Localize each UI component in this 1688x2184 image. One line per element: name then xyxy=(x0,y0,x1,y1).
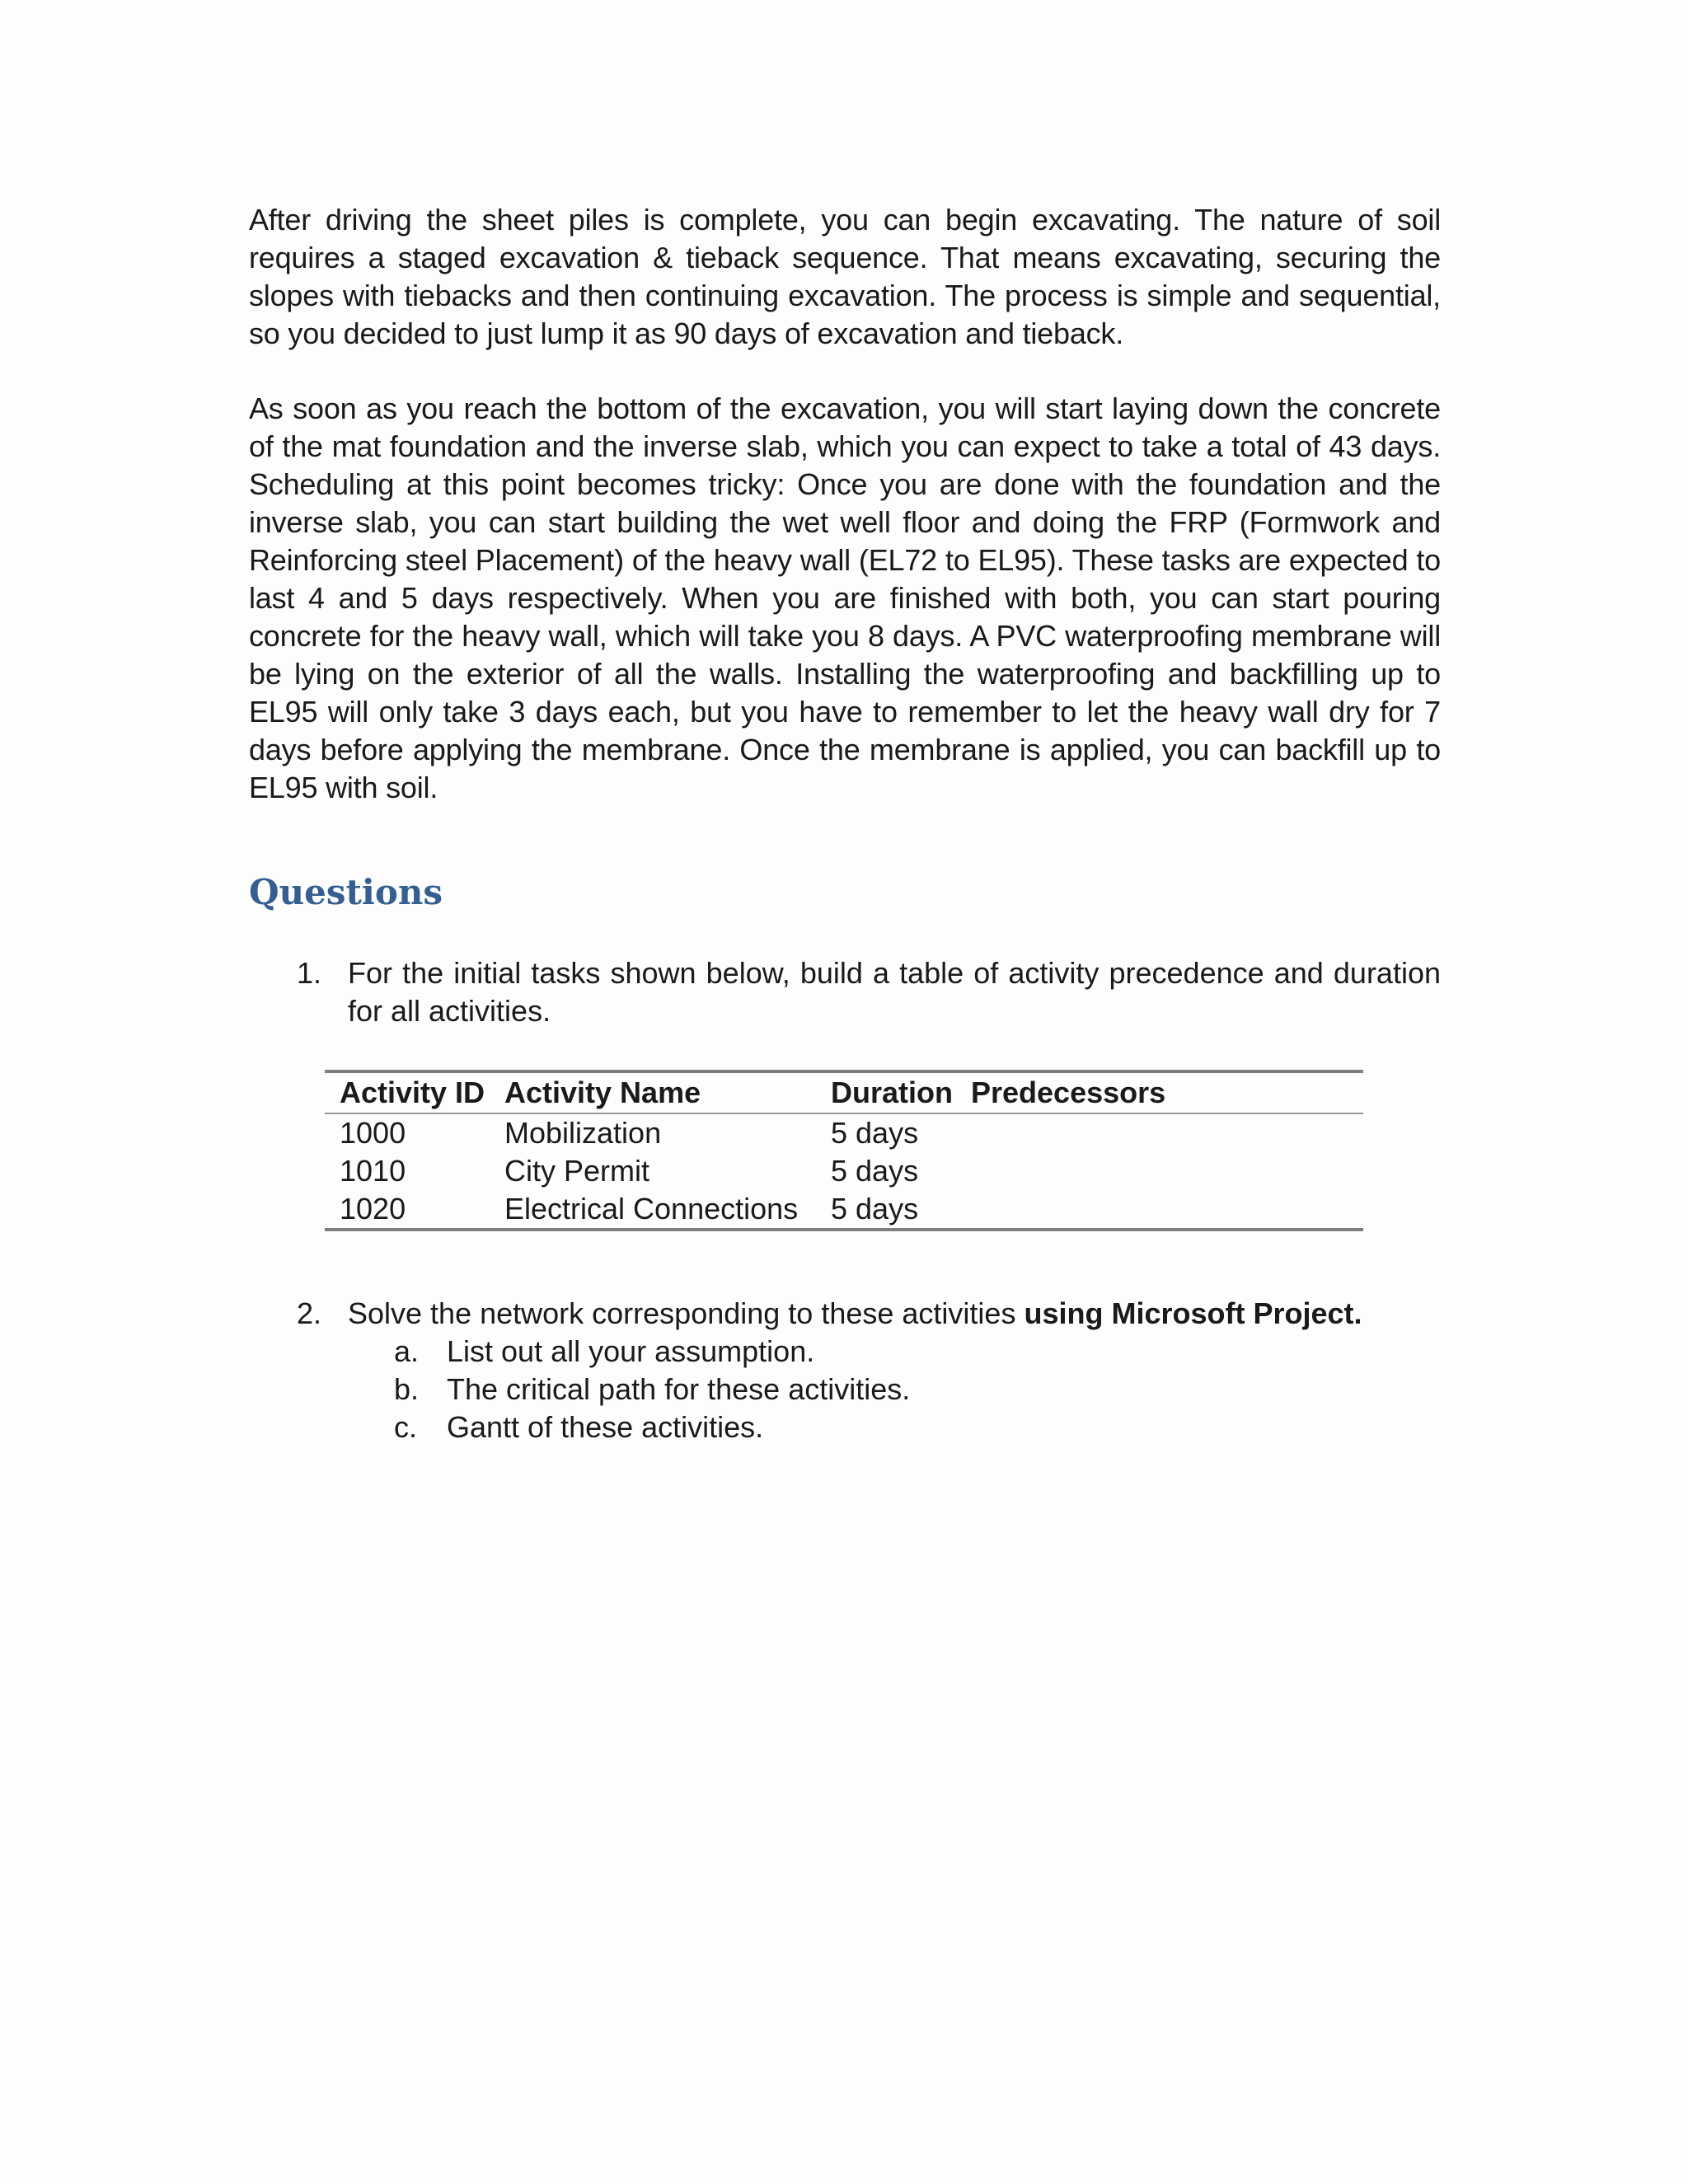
header-activity-id: Activity ID xyxy=(340,1076,485,1109)
cell-activity-id: 1020 xyxy=(340,1192,406,1226)
subitem-text: Gantt of these activities. xyxy=(447,1410,764,1444)
cell-activity-id: 1000 xyxy=(340,1116,406,1150)
subitem-text: List out all your assumption. xyxy=(447,1334,815,1368)
table-row xyxy=(325,1113,1363,1152)
question-2-number: 2. xyxy=(297,1296,322,1330)
question-1-text: For the initial tasks shown below, build a table of activity precedence and duration for all activities. xyxy=(348,956,1441,1028)
subitem-text: The critical path for these activities. xyxy=(447,1372,911,1406)
subitem-letter: b. xyxy=(394,1372,420,1406)
questions-heading: Questions xyxy=(249,872,443,912)
question-2-text-bold: using Microsoft Project. xyxy=(1024,1296,1362,1330)
subitem-letter: c. xyxy=(394,1410,418,1444)
activity-table xyxy=(325,1070,1363,1231)
header-predecessors: Predecessors xyxy=(971,1076,1166,1109)
cell-predecessors xyxy=(956,1113,1363,1152)
subitem-letter: a. xyxy=(394,1334,420,1368)
question-2-text xyxy=(348,1295,1441,1333)
cell-predecessors xyxy=(956,1152,1363,1190)
cell-activity-name: Electrical Connections xyxy=(504,1192,799,1226)
header-duration: Duration xyxy=(831,1076,953,1109)
cell-duration: 5 days xyxy=(831,1154,919,1188)
table-row xyxy=(325,1152,1363,1190)
paragraph-excavation: After driving the sheet piles is complete, you can begin excavating. The nature of soil requires a staged excavation & tieback sequence. That means excavating, securing the slopes with tiebacks and then continuing excavation. The process is simple and sequential, so you decided to just lump it as 90 days of excavation and tieback. xyxy=(249,203,1441,350)
header-activity-name: Activity Name xyxy=(504,1076,701,1109)
table-header-row xyxy=(325,1071,1363,1113)
cell-duration: 5 days xyxy=(831,1192,919,1226)
cell-predecessors xyxy=(956,1190,1363,1230)
cell-activity-name: Mobilization xyxy=(504,1116,662,1150)
table-row xyxy=(325,1190,1363,1230)
question-1-number: 1. xyxy=(297,956,322,990)
question-2-text-plain: Solve the network corresponding to these activities xyxy=(348,1296,1025,1330)
cell-activity-id: 1010 xyxy=(340,1154,406,1188)
cell-activity-name: City Permit xyxy=(504,1154,650,1188)
paragraph-foundation: As soon as you reach the bottom of the excavation, you will start laying down the concrete of the mat foundation and the inverse slab, which you can expect to take a total of 43 days. Scheduling at this point becomes tricky: Once you are done with the foundation and the inverse slab, you can start building the wet well floor and doing the FRP (Formwork and Reinforcing steel Placement) of the heavy wall (EL72 to EL95). These tasks are expected to last 4 and 5 days respectively. When you are finished with both, you can start pouring concrete for the heavy wall, which will take you 8 days. A PVC waterproofing membrane will be lying on the exterior of all the walls. Installing the waterproofing and backfilling up to EL95 will only take 3 days each, but you have to remember to let the heavy wall dry for 7 days before applying the membrane. Once the membrane is applied, you can backfill up to EL95 with soil. xyxy=(249,391,1441,804)
cell-duration: 5 days xyxy=(831,1116,919,1150)
